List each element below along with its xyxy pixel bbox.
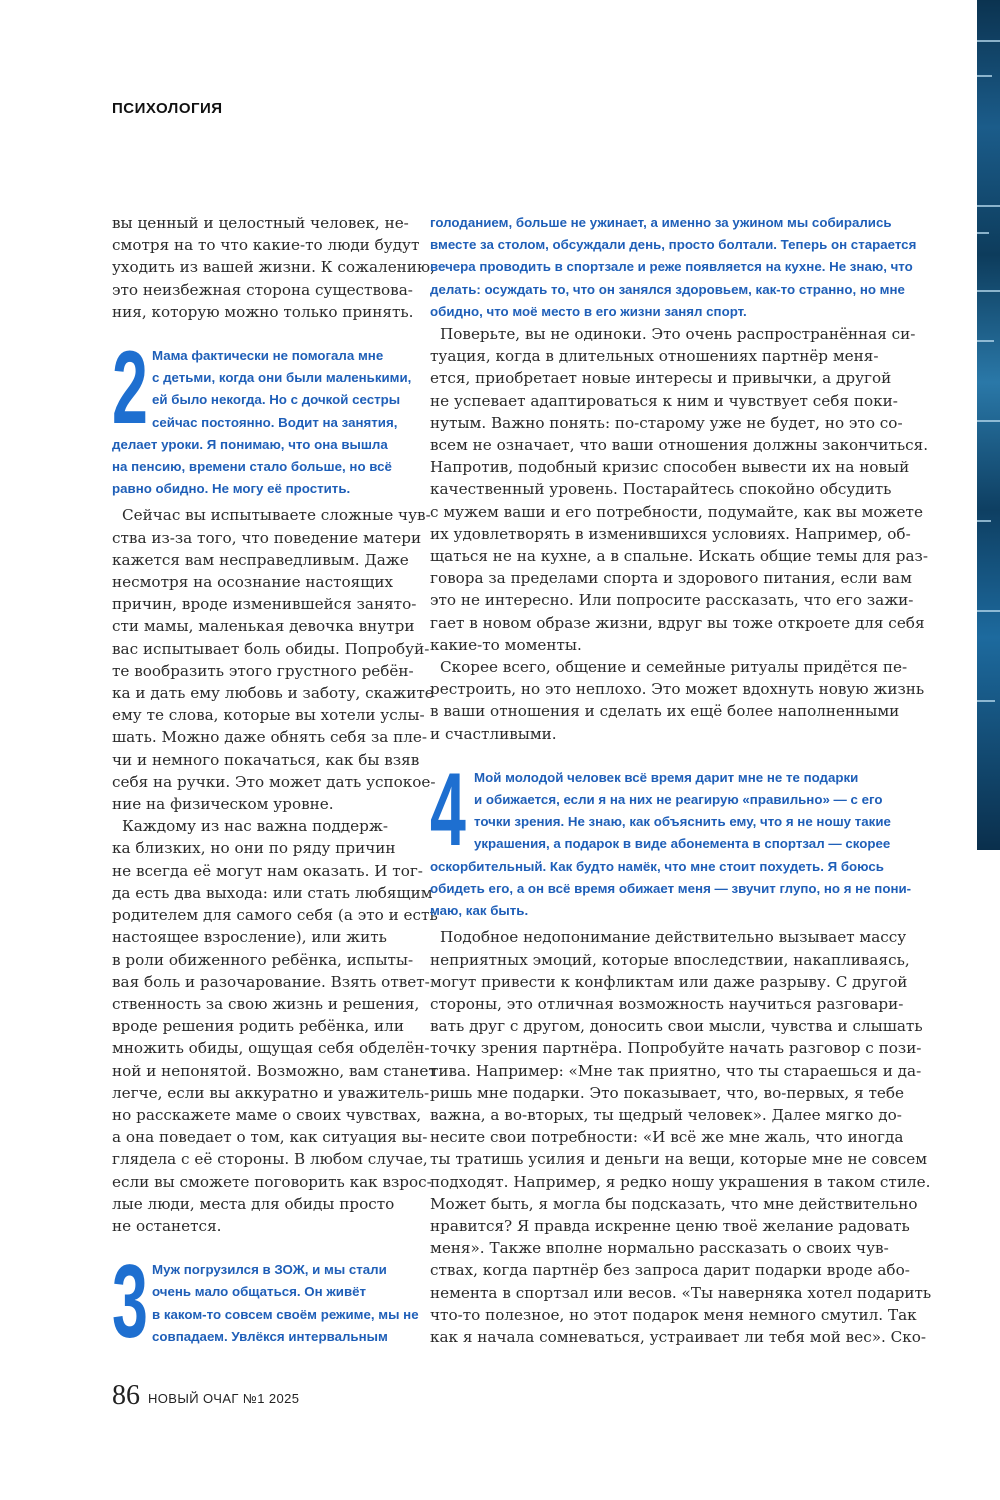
question-number: 2 (112, 330, 148, 447)
text-line: неприятных эмоций, которые впоследствии, накапливаясь, (430, 950, 910, 969)
text-line: вроде решения родить ребёнка, или (112, 1017, 404, 1036)
text-line: легче, если вы аккуратно и уважитель- (112, 1083, 430, 1102)
question-2 (112, 330, 412, 500)
text-line: не останется. (112, 1216, 222, 1235)
text-line: гает в новом образе жизни, вдруг вы тоже откроете для себя (430, 613, 925, 632)
text-line: с детьми, когда они были маленькими, (152, 370, 412, 386)
text-line: могут привести к конфликтам или даже разрыву. С другой (430, 972, 908, 991)
text-line: ты тратишь усилия и деньги на вещи, которые мне не совсем (430, 1150, 928, 1169)
text-line: ей было некогда. Но с дочкой сестры (152, 392, 401, 408)
text-line: говора за пределами спорта и здорового питания, если вам (430, 569, 912, 588)
text-line: их удовлетворять в изменившихся условиях. Например, об- (430, 524, 911, 543)
text-line: какие-то моменты. (430, 635, 582, 654)
text-line: и обижается, если я на них не реагирую «правильно» — с его (474, 792, 883, 808)
text-line: родителем для самого себя (а это и есть (112, 906, 438, 925)
text-line: чи и немного покачаться, как бы взяв (112, 750, 420, 769)
question-text (112, 330, 412, 500)
text-line: шать. Можно даже обнять себя за пле- (112, 728, 428, 747)
text-line: обидеть его, а он всё время обижает меня — звучит глупо, но я не пони- (430, 880, 912, 896)
text-line: ной и непонятой. Возможно, вам станет (112, 1061, 437, 1080)
text-line: очень мало общаться. Он живёт (152, 1284, 367, 1300)
text-line: сейчас постоянно. Водит на занятия, (152, 414, 398, 430)
text-line: вас испытывает боль обиды. Попробуй- (112, 639, 430, 658)
text-line: не всегда её могут нам оказать. И тог- (112, 861, 423, 880)
text-line: вая боль и разочарование. Взять ответ- (112, 972, 430, 991)
text-line: ние на физическом уровне. (112, 795, 334, 814)
answer-paragraph (430, 323, 929, 656)
text-line: меня». Также вполне нормально рассказать о своих чув- (430, 1239, 889, 1258)
text-line: маю, как быть. (430, 903, 529, 919)
text-line: тива. Например: «Мне так приятно, что ты стараешься и да- (430, 1061, 922, 1080)
question-4 (430, 751, 912, 922)
text-line: точки зрения. Не знаю, как объяснить ему, что я не ношу такие (474, 814, 891, 830)
text-line: щаться не на кухне, а в спальне. Искать общие темы для раз- (430, 547, 928, 566)
text-line: уходить из вашей жизни. К сожалению, (112, 258, 435, 277)
section-title: ПСИХОЛОГИЯ (112, 100, 223, 117)
text-line: это неизбежная сторона существова- (112, 280, 413, 299)
text-line: делать: осуждать то, что он занялся здоровьем, как-то странно, но мне (430, 281, 905, 297)
text-line: всем не означает, что ваши отношения должны закончиться. (430, 436, 929, 455)
text-line: на пенсию, времени стало больше, но всё (112, 459, 392, 475)
text-line: если вы сможете поговорить как взрос- (112, 1172, 432, 1191)
text-line: как я начала сомневаться, устраивает ли тебя мой вес». Ско- (430, 1327, 927, 1346)
question-3 (112, 1244, 419, 1361)
text-line: вать друг с другом, доносить свои мысли, чувства и слышать (430, 1017, 923, 1036)
text-line: вместе за столом, обсуждали день, просто болтали. Теперь он старается (430, 237, 917, 253)
left-column (112, 212, 438, 1361)
text-line: ришь мне подарки. Это показывает, что, во-первых, я тебе (430, 1083, 904, 1102)
text-line: и счастливыми. (430, 724, 557, 743)
text-line: вечера проводить в спортзале и реже появляется на кухне. Не знаю, что (430, 259, 913, 275)
text-line: равно обидно. Не могу её простить. (112, 481, 351, 497)
text-line: немента в спортзал или весов. «Ты наверняка хотел подарить (430, 1283, 932, 1302)
question-text-continued (430, 212, 917, 323)
text-line: качественный уровень. Постарайтесь спокойно обсудить (430, 480, 892, 499)
text-line: ка и дать ему любовь и заботу, скажите (112, 684, 434, 703)
decorative-art-strip (977, 0, 1000, 850)
text-line: несмотря на осознание настоящих (112, 573, 394, 592)
text-line: нравится? Я правда искренне ценю твоё желание радовать (430, 1216, 910, 1235)
text-line: обидно, что моё место в его жизни занял спорт. (430, 303, 747, 319)
text-line: причин, вроде изменившейся занято- (112, 595, 417, 614)
text-line: Мама фактически не помогала мне (152, 348, 384, 364)
text-line: с мужем ваши и его потребности, подумайте, как вы можете (430, 502, 923, 521)
answer-paragraph (112, 815, 438, 1237)
text-line: в ваши отношения и сделать их ещё более наполненными (430, 702, 900, 721)
text-line: Каждому из нас важна поддерж- (122, 817, 388, 836)
text-line: ства из-за того, что поведение матери (112, 528, 422, 547)
magazine-issue: НОВЫЙ ОЧАГ №1 2025 (148, 1391, 300, 1406)
text-line: Напротив, подобный кризис способен вывести их на новый (430, 458, 910, 477)
text-line: ния, которую можно только принять. (112, 302, 414, 321)
question-number: 4 (430, 751, 466, 868)
text-line: сти мамы, маленькая девочка внутри (112, 617, 415, 636)
text-line: точку зрения партнёра. Попробуйте начать разговор с пози- (430, 1039, 922, 1058)
text-line: голоданием, больше не ужинает, а именно за ужином мы собирались (430, 215, 892, 230)
question-text (112, 1244, 419, 1361)
text-line: что-то полезное, но этот подарок меня немного смутил. Так (430, 1305, 917, 1324)
text-line: нутым. Важно понять: по-старому уже не будет, но это со- (430, 413, 903, 432)
text-line: но расскажете маме о своих чувствах, (112, 1105, 422, 1124)
text-line: туация, когда в длительных отношениях партнёр меня- (430, 347, 879, 366)
text-line: глядела с её стороны. В любом случае, (112, 1150, 428, 1169)
text-line: кажется вам несправедливым. Даже (112, 550, 409, 569)
text-line: те вообразить этого грустного ребён- (112, 661, 414, 680)
answer-paragraph (430, 926, 932, 1348)
text-line: оскорбительный. Как будто намёк, что мне стоит похудеть. Я боюсь (430, 858, 884, 874)
text-line: несите свои потребности: «И всё же мне жаль, что иногда (430, 1128, 904, 1147)
text-line: Поверьте, вы не одиноки. Это очень распространённая си- (440, 325, 916, 344)
text-line: Сейчас вы испытываете сложные чув- (122, 506, 431, 525)
text-line: да есть два выхода: или стать любящим (112, 883, 433, 902)
text-line: Мой молодой человек всё время дарит мне не те подарки (474, 769, 859, 785)
text-line: Подобное недопонимание действительно вызывает массу (440, 928, 907, 947)
text-line: это не интересно. Или попросите рассказать, что его зажи- (430, 591, 914, 610)
text-line: ему те слова, которые вы хотели услы- (112, 706, 425, 725)
right-column (430, 212, 932, 1348)
text-line: Может быть, я могла бы подсказать, что мне действительно (430, 1194, 918, 1213)
text-line: Скорее всего, общение и семейные ритуалы придётся пе- (440, 658, 908, 677)
text-line: а она поведает о том, как ситуация вы- (112, 1128, 428, 1147)
text-line: совпадаем. Увлёкся интервальным (152, 1328, 388, 1344)
text-line: рестроить, но это неплохо. Это может вдохнуть новую жизнь (430, 680, 925, 699)
text-line: украшения, а подарок в виде абонемента в спортзал — скорее (474, 836, 891, 852)
question-text (430, 751, 912, 922)
answer-paragraph (112, 504, 436, 815)
text-line: ствах, когда партнёр без запроса дарит подарки вроде або- (430, 1261, 910, 1280)
text-line: делает уроки. Я понимаю, что она вышла (112, 436, 388, 452)
text-line: в каком-то совсем своём режиме, мы не (152, 1306, 419, 1322)
text-line: важна, а во-вторых, ты щедрый человек». Далее мягко до- (430, 1105, 902, 1124)
text-line: себя на ручки. Это может дать успокое- (112, 772, 436, 791)
text-line: ется, приобретает новые интересы и привычки, а другой (430, 369, 892, 388)
answer-paragraph (430, 656, 925, 745)
question-number: 3 (112, 1244, 148, 1361)
text-line: Муж погрузился в ЗОЖ, и мы стали (152, 1262, 387, 1278)
text-line: смотря на то что какие-то люди будут (112, 236, 420, 255)
text-line: ственность за свою жизнь и решения, (112, 994, 420, 1013)
intro-paragraph (112, 212, 435, 323)
text-line: вы ценный и целостный человек, не- (112, 214, 409, 232)
text-line: множить обиды, ощущая себя обделён- (112, 1039, 430, 1058)
text-line: стороны, это отличная возможность научиться разговари- (430, 994, 904, 1013)
text-line: настоящее взросление), или жить (112, 928, 387, 947)
text-line: не успевает адаптироваться к ним и чувствует себя поки- (430, 391, 898, 410)
text-line: подходят. Например, я редко ношу украшения в таком стиле. (430, 1172, 931, 1191)
text-line: ка близких, но они по ряду причин (112, 839, 396, 858)
text-line: лые люди, места для обиды просто (112, 1194, 395, 1213)
text-line: в роли обиженного ребёнка, испыты- (112, 950, 414, 969)
page-number: 86 (112, 1380, 140, 1411)
